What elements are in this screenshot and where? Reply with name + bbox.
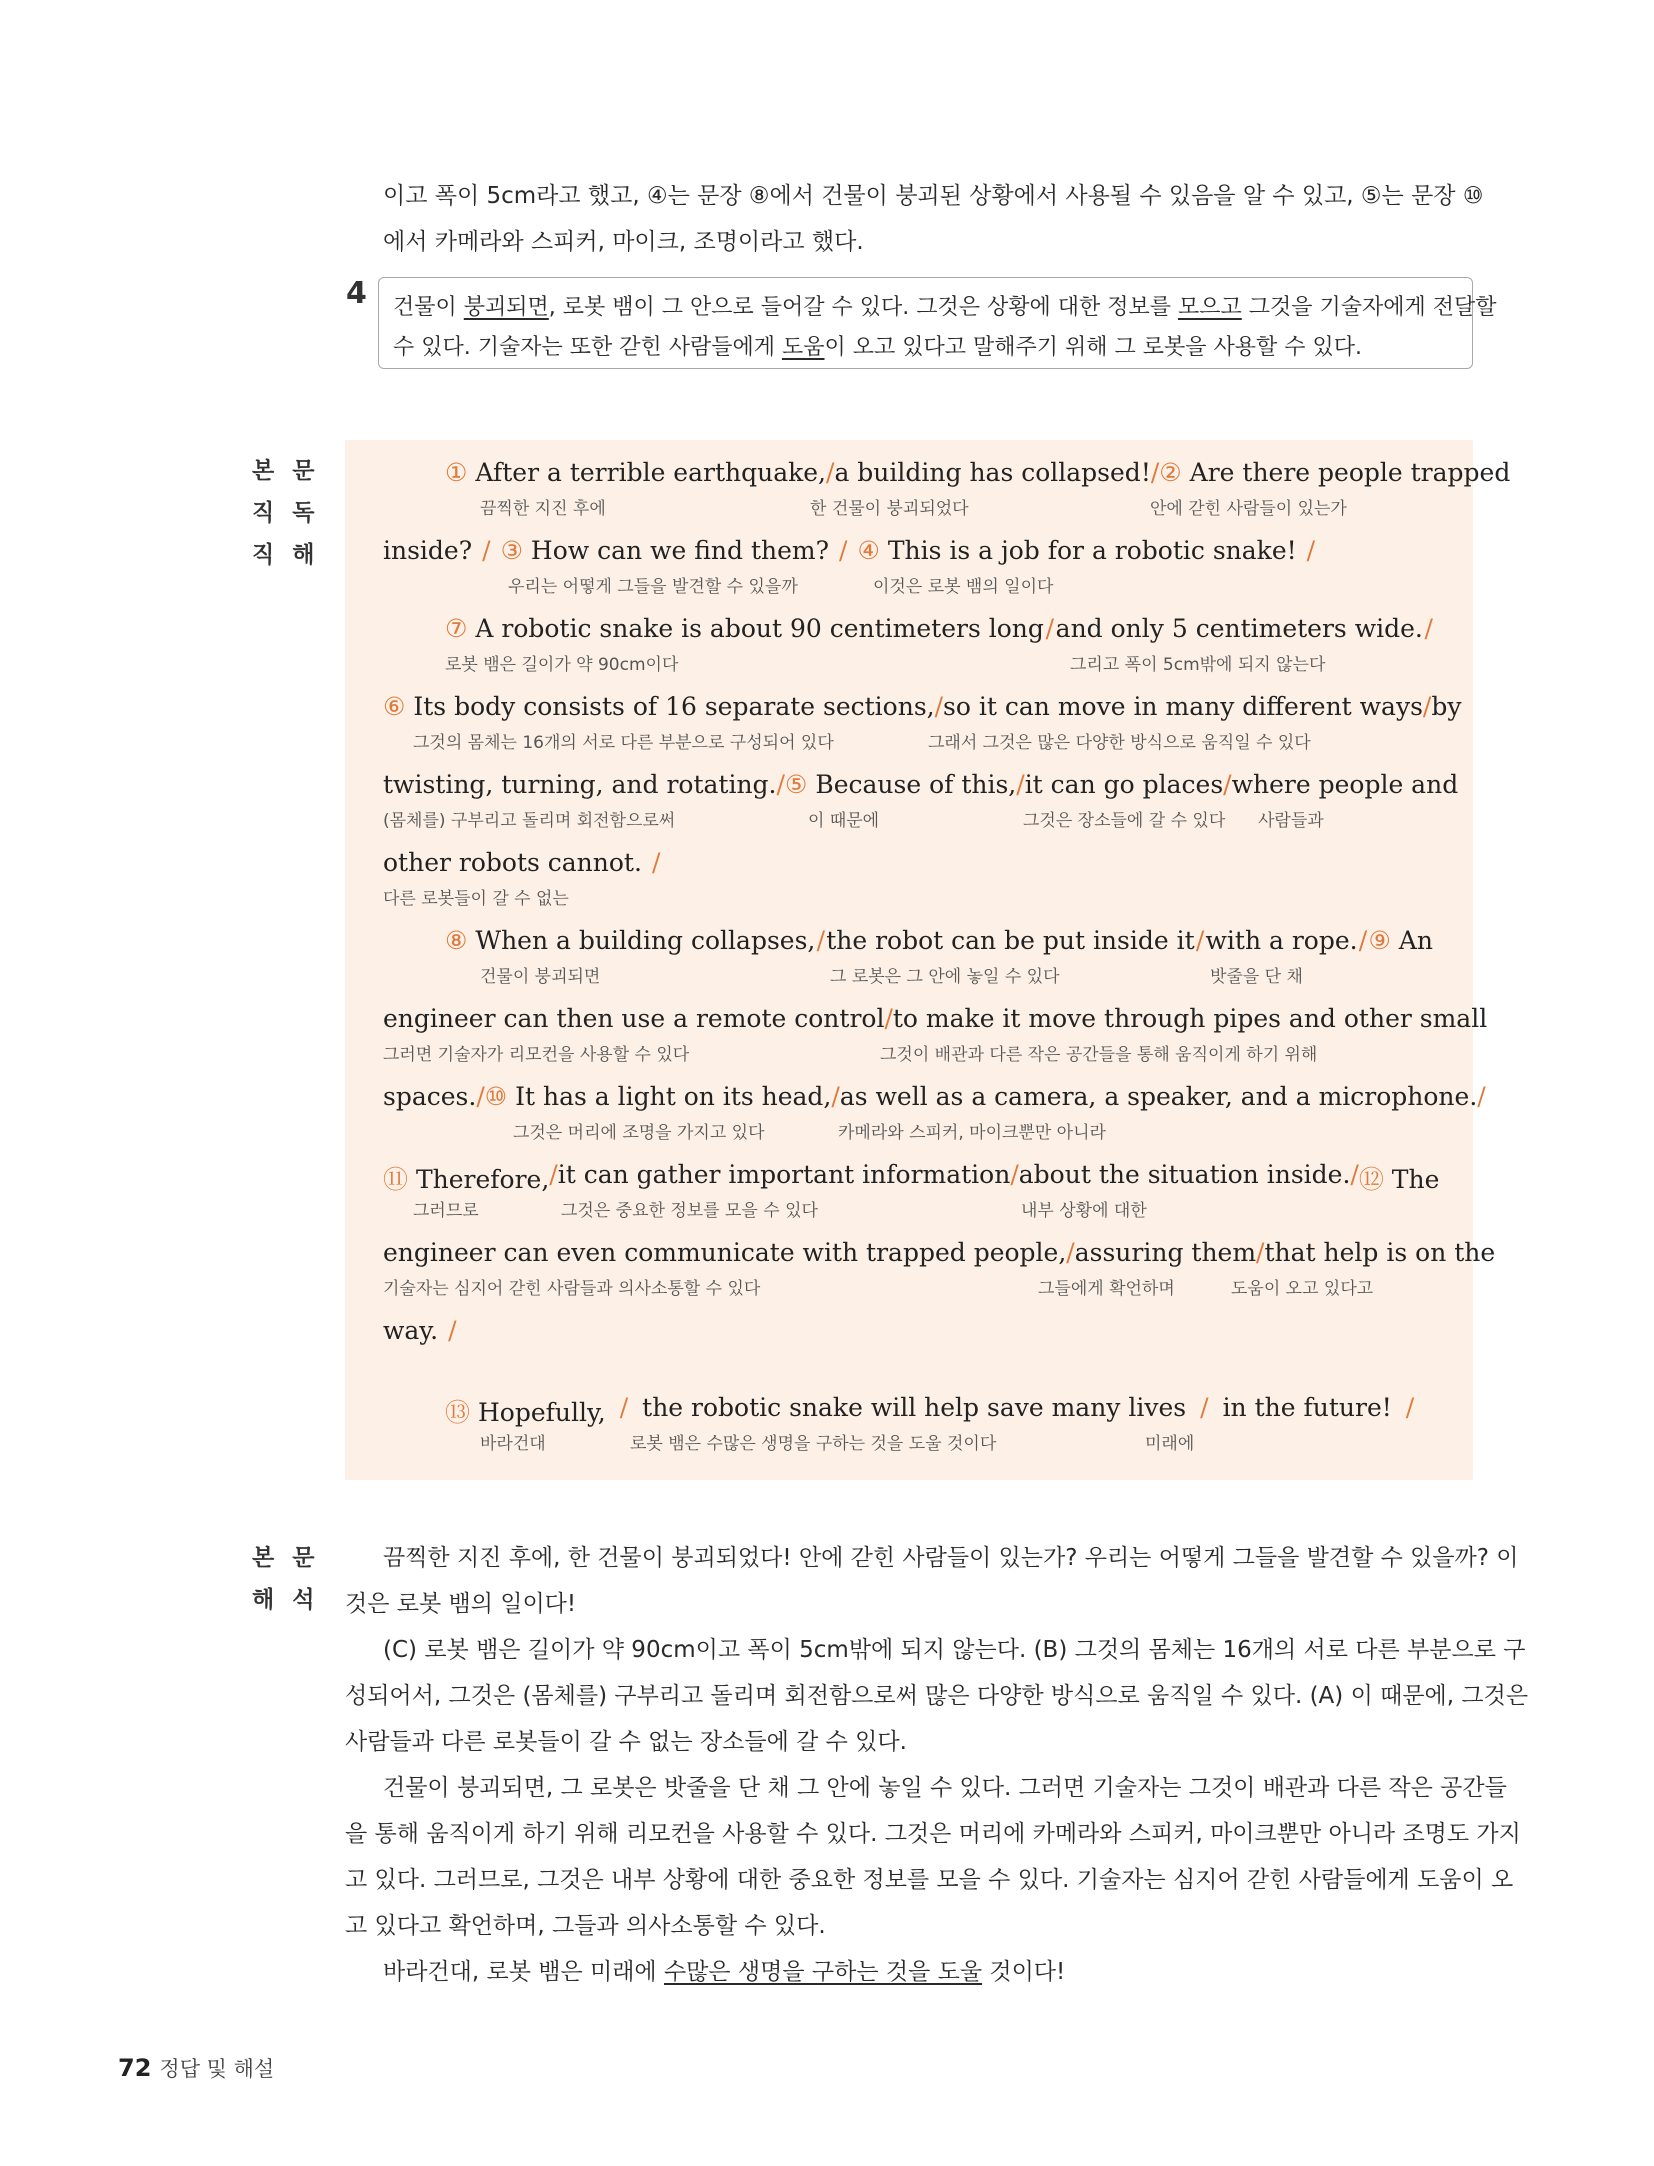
korean-gloss: 그것은 중요한 정보를 모을 수 있다 bbox=[561, 1201, 818, 1221]
chunk-separator: / bbox=[651, 848, 661, 877]
english-chunk: ⑤ Because of this, bbox=[784, 770, 1017, 799]
english-chunk: inside? bbox=[383, 536, 473, 565]
korean-gloss: 그들에게 확언하며 bbox=[1038, 1279, 1175, 1299]
explanation-continued bbox=[383, 173, 1483, 265]
english-chunks bbox=[383, 1238, 1496, 1267]
chunk-separator: / bbox=[776, 770, 785, 799]
english-chunks bbox=[445, 458, 1511, 487]
korean-gloss: 도움이 오고 있다고 bbox=[1231, 1279, 1374, 1299]
english-chunk: it can gather important information bbox=[557, 1160, 1011, 1189]
korean-gloss: (몸체를) 구부리고 돌리며 회전함으로써 bbox=[383, 811, 676, 831]
chunk-separator: / bbox=[448, 1316, 457, 1345]
chunk-separator: / bbox=[831, 1082, 840, 1111]
text-line: 성되어서, 그것은 (몸체를) 구부리고 돌리며 회전함으로써 많은 다양한 방식으로 움직일 수 있다. (A) 이 때문에, 그것은 bbox=[345, 1683, 1529, 1709]
text-line: 을 통해 움직이게 하기 위해 리모컨을 사용할 수 있다. 그것은 머리에 카메라와 스피커, 마이크뿐만 아니라 조명도 가지 bbox=[345, 1821, 1521, 1847]
korean-glosses bbox=[383, 1274, 1433, 1298]
section-label-reading: 본문 직독 직해 bbox=[252, 458, 333, 568]
text-line: 바라건대, 로봇 뱀은 미래에 수많은 생명을 구하는 것을 도울 것이다! bbox=[383, 1959, 1066, 1985]
korean-gloss: 건물이 붕괴되면 bbox=[480, 967, 601, 987]
english-chunks bbox=[383, 536, 1433, 565]
english-chunk: ⑩ It has a light on its head, bbox=[484, 1082, 832, 1111]
korean-glosses bbox=[383, 1040, 1433, 1064]
english-chunk: ⑧ When a building collapses, bbox=[445, 926, 816, 955]
chunk-separator: / bbox=[1350, 1160, 1359, 1189]
korean-gloss: 기술자는 심지어 갇힌 사람들과 의사소통할 수 있다 bbox=[383, 1279, 761, 1299]
korean-glosses bbox=[383, 572, 1433, 596]
english-chunk: engineer can then use a remote control bbox=[383, 1004, 885, 1033]
chunk-separator: / bbox=[476, 1082, 485, 1111]
chunk-separator: / bbox=[934, 692, 944, 721]
korean-gloss: 밧줄을 단 채 bbox=[1210, 967, 1303, 987]
reading-line bbox=[383, 848, 1433, 910]
text-line: 사람들과 다른 로봇들이 갈 수 없는 장소들에 갈 수 있다. bbox=[345, 1729, 907, 1755]
english-chunk: engineer can even communicate with trapped people, bbox=[383, 1238, 1067, 1267]
sentence-number: ⑤ bbox=[784, 770, 808, 799]
sentence-number: ⑦ bbox=[445, 614, 468, 643]
english-chunk: ④ This is a job for a robotic snake! bbox=[857, 536, 1297, 565]
sentence-number: ⑨ bbox=[1368, 926, 1391, 955]
english-chunk: way. bbox=[383, 1316, 439, 1345]
section-label-translation: 본문 해석 bbox=[252, 1545, 333, 1613]
english-chunks bbox=[445, 614, 1433, 643]
korean-gloss: 안에 갇힌 사람들이 있는가 bbox=[1150, 499, 1347, 519]
chunk-separator: / bbox=[1150, 458, 1160, 487]
chunk-separator: / bbox=[1066, 1238, 1075, 1267]
chunk-separator: / bbox=[1422, 692, 1432, 721]
chunk-separator: / bbox=[549, 1160, 558, 1189]
chunk-separator: / bbox=[1016, 770, 1025, 799]
english-chunks bbox=[445, 926, 1433, 955]
text-line: (C) 로봇 뱀은 길이가 약 90cm이고 폭이 5cm밖에 되지 않는다. (B) 그것의 몸체는 16개의 서로 다른 부분으로 구 bbox=[383, 1637, 1526, 1663]
english-chunk: and only 5 centimeters wide. bbox=[1055, 614, 1423, 643]
english-chunk: to make it move through pipes and other small bbox=[892, 1004, 1488, 1033]
english-chunk: a building has collapsed! bbox=[834, 458, 1151, 487]
korean-gloss: 한 건물이 붕괴되었다 bbox=[810, 499, 969, 519]
chunk-separator: / bbox=[1045, 614, 1054, 643]
chunk-separator: / bbox=[884, 1004, 893, 1033]
reading-line bbox=[445, 614, 1433, 676]
korean-gloss: 로봇 뱀은 길이가 약 90cm이다 bbox=[445, 655, 679, 675]
chunk-separator: / bbox=[816, 926, 825, 955]
english-chunks bbox=[383, 692, 1462, 721]
korean-gloss: 그것은 머리에 조명을 가지고 있다 bbox=[513, 1123, 765, 1143]
korean-glosses bbox=[445, 1429, 1433, 1453]
sentence-number: ⑩ bbox=[484, 1082, 508, 1111]
reading-line bbox=[383, 1316, 1433, 1378]
english-chunk: about the situation inside. bbox=[1018, 1160, 1351, 1189]
chunk-separator: / bbox=[1010, 1160, 1019, 1189]
english-chunk: ⑫ The bbox=[1358, 1165, 1440, 1194]
korean-gloss: 우리는 어떻게 그들을 발견할 수 있을까 bbox=[508, 577, 798, 597]
english-chunk: it can go places bbox=[1024, 770, 1224, 799]
chunk-separator: / bbox=[482, 536, 491, 565]
english-chunks bbox=[383, 1160, 1440, 1196]
korean-glosses bbox=[383, 1196, 1433, 1220]
korean-gloss: 그러므로 bbox=[413, 1201, 479, 1221]
english-chunks bbox=[383, 1004, 1488, 1033]
korean-gloss: 그러면 기술자가 리모컨을 사용할 수 있다 bbox=[383, 1045, 690, 1065]
english-chunk: that help is on the bbox=[1264, 1238, 1496, 1267]
english-chunk: with a rope. bbox=[1205, 926, 1358, 955]
text-line: 고 있다. 그러므로, 그것은 내부 상황에 대한 중요한 정보를 모을 수 있다. 기술자는 심지어 갇힌 사람들에게 도움이 오 bbox=[345, 1867, 1514, 1893]
english-chunk: ⑬ Hopefully, bbox=[445, 1398, 606, 1427]
korean-gloss: 그것은 장소들에 갈 수 있다 bbox=[1023, 811, 1226, 831]
korean-gloss: 그것의 몸체는 16개의 서로 다른 부분으로 구성되어 있다 bbox=[413, 733, 834, 753]
answer-box bbox=[378, 277, 1497, 369]
chunk-separator: / bbox=[1223, 770, 1232, 799]
english-chunks bbox=[383, 1082, 1486, 1111]
text-line: 에서 카메라와 스피커, 마이크, 조명이라고 했다. bbox=[383, 229, 864, 255]
korean-glosses bbox=[383, 1118, 1433, 1142]
text-line: 건물이 붕괴되면, 그 로봇은 밧줄을 단 채 그 안에 놓일 수 있다. 그러면 기술자는 그것이 배관과 다른 작은 공간들 bbox=[383, 1775, 1507, 1801]
korean-glosses bbox=[383, 1352, 1433, 1376]
reading-line bbox=[445, 458, 1511, 520]
chunk-separator: / bbox=[1200, 1393, 1209, 1422]
english-chunks bbox=[383, 848, 1433, 877]
reading-line bbox=[383, 1238, 1496, 1300]
answer-line: 수 있다. 기술자는 또한 갇힌 사람들에게 도움이 오고 있다고 말해주기 위해 그 로봇을 사용할 수 있다. bbox=[393, 335, 1362, 360]
english-chunk: ⑨ An bbox=[1368, 926, 1433, 955]
sentence-number: ⑬ bbox=[445, 1398, 471, 1427]
sentence-number: ④ bbox=[857, 536, 880, 565]
question-number: 4 bbox=[346, 276, 367, 311]
korean-glosses bbox=[445, 650, 1433, 674]
korean-glosses bbox=[383, 806, 1433, 830]
korean-gloss: 사람들과 bbox=[1258, 811, 1324, 831]
chunk-separator: / bbox=[1358, 926, 1368, 955]
english-chunk: the robotic snake will help save many lives bbox=[642, 1393, 1187, 1422]
english-chunk: assuring them bbox=[1074, 1238, 1257, 1267]
korean-gloss: 이 때문에 bbox=[808, 811, 880, 831]
chunk-separator: / bbox=[1424, 614, 1433, 643]
reading-line bbox=[383, 536, 1433, 598]
korean-glosses bbox=[383, 728, 1433, 752]
korean-gloss: 이것은 로봇 뱀의 일이다 bbox=[873, 577, 1054, 597]
english-chunk: ② Are there people trapped bbox=[1159, 458, 1511, 487]
korean-gloss: 내부 상황에 대한 bbox=[1021, 1201, 1147, 1221]
chunk-separator: / bbox=[826, 458, 835, 487]
chunk-separator: / bbox=[839, 536, 848, 565]
sentence-number: ⑧ bbox=[445, 926, 468, 955]
korean-gloss: 그래서 그것은 많은 다양한 방식으로 움직일 수 있다 bbox=[928, 733, 1311, 753]
korean-gloss: 그리고 폭이 5cm밖에 되지 않는다 bbox=[1070, 655, 1326, 675]
sentence-number: ⑫ bbox=[1358, 1165, 1384, 1194]
chunk-separator: / bbox=[1405, 1393, 1415, 1422]
reading-line bbox=[383, 770, 1459, 832]
chunk-separator: / bbox=[1195, 926, 1205, 955]
korean-glosses bbox=[445, 962, 1433, 986]
english-chunk: the robot can be put inside it bbox=[826, 926, 1195, 955]
english-chunk: by bbox=[1431, 692, 1462, 721]
korean-glosses bbox=[445, 494, 1433, 518]
english-chunk: ③ How can we find them? bbox=[500, 536, 830, 565]
reading-line bbox=[445, 926, 1433, 988]
reading-line bbox=[383, 1004, 1488, 1066]
sentence-number: ⑪ bbox=[383, 1165, 409, 1194]
text-line: 고 있다고 확언하며, 그들과 의사소통할 수 있다. bbox=[345, 1913, 826, 1939]
chunk-separator: / bbox=[1256, 1238, 1265, 1267]
korean-gloss: 끔찍한 지진 후에 bbox=[480, 499, 606, 519]
text-line: 것은 로봇 뱀의 일이다! bbox=[345, 1591, 577, 1617]
page-footer bbox=[118, 2053, 274, 2083]
reading-line bbox=[445, 1393, 1433, 1455]
reading-line bbox=[383, 1160, 1440, 1222]
english-chunk: ⑦ A robotic snake is about 90 centimeters long bbox=[445, 614, 1044, 643]
english-chunk: ① After a terrible earthquake, bbox=[445, 458, 827, 487]
answer-line: 건물이 붕괴되면, 로봇 뱀이 그 안으로 들어갈 수 있다. 그것은 상황에 대한 정보를 모으고 그것을 기술자에게 전달할 bbox=[393, 295, 1497, 320]
chunk-separator: / bbox=[1306, 536, 1316, 565]
text-line: 이고 폭이 5cm라고 했고, ④는 문장 ⑧에서 건물이 붕괴된 상황에서 사용될 수 있음을 알 수 있고, ⑤는 문장 ⑩ bbox=[383, 183, 1484, 209]
page-number: 72 bbox=[118, 2054, 152, 2082]
english-chunks bbox=[383, 1316, 1433, 1345]
chunk-separator: / bbox=[1477, 1082, 1486, 1111]
sentence-number: ⑥ bbox=[383, 692, 406, 721]
english-chunks bbox=[383, 770, 1459, 799]
korean-gloss: 카메라와 스피커, 마이크뿐만 아니라 bbox=[838, 1123, 1106, 1143]
korean-gloss: 그 로봇은 그 안에 놓일 수 있다 bbox=[830, 967, 1060, 987]
reading-line bbox=[383, 692, 1462, 754]
korean-gloss: 그것이 배관과 다른 작은 공간들을 통해 움직이게 하기 위해 bbox=[880, 1045, 1318, 1065]
english-chunk: in the future! bbox=[1222, 1393, 1392, 1422]
english-chunk: where people and bbox=[1231, 770, 1459, 799]
korean-gloss: 로봇 뱀은 수많은 생명을 구하는 것을 도울 것이다 bbox=[630, 1434, 997, 1454]
english-chunks bbox=[445, 1393, 1433, 1429]
english-chunk: ⑥ Its body consists of 16 separate sections, bbox=[383, 692, 935, 721]
english-chunk: ⑪ Therefore, bbox=[383, 1165, 550, 1194]
korean-gloss: 바라건대 bbox=[480, 1434, 546, 1454]
full-translation bbox=[345, 1535, 1529, 1995]
english-chunk: other robots cannot. bbox=[383, 848, 642, 877]
sentence-number: ② bbox=[1159, 458, 1182, 487]
text-line: 끔찍한 지진 후에, 한 건물이 붕괴되었다! 안에 갇힌 사람들이 있는가? 우리는 어떻게 그들을 발견할 수 있을까? 이 bbox=[383, 1545, 1519, 1571]
english-chunk: twisting, turning, and rotating. bbox=[383, 770, 777, 799]
chunk-separator: / bbox=[619, 1393, 629, 1422]
sentence-number: ① bbox=[445, 458, 468, 487]
korean-gloss: 미래에 bbox=[1145, 1434, 1195, 1454]
english-chunk: spaces. bbox=[383, 1082, 477, 1111]
footer-label: 정답 및 해설 bbox=[159, 2057, 275, 2081]
english-chunk: so it can move in many different ways bbox=[943, 692, 1423, 721]
reading-line bbox=[383, 1082, 1486, 1144]
sentence-number: ③ bbox=[500, 536, 523, 565]
english-chunk: as well as a camera, a speaker, and a microphone. bbox=[839, 1082, 1478, 1111]
korean-gloss: 다른 로봇들이 갈 수 없는 bbox=[383, 889, 569, 909]
korean-glosses bbox=[383, 884, 1433, 908]
